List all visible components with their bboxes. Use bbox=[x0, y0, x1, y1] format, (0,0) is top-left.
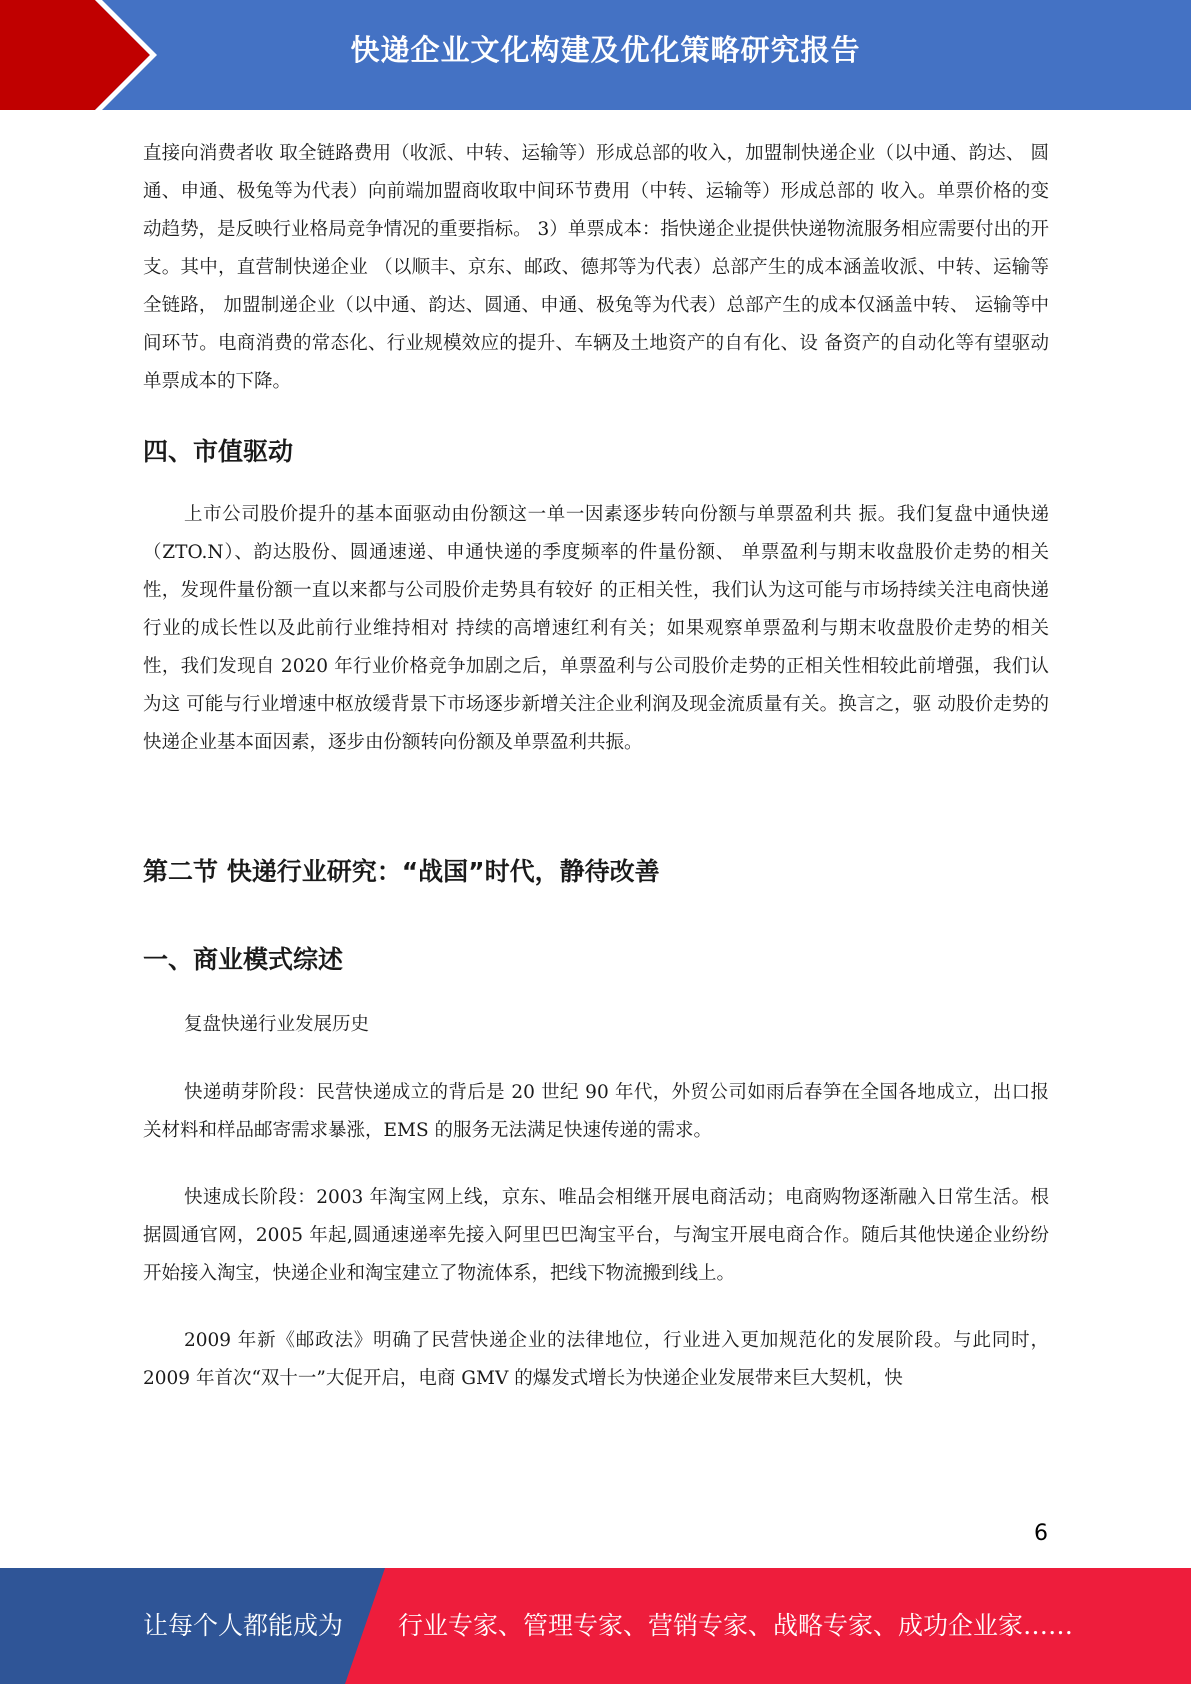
page-content bbox=[143, 135, 1049, 1398]
page-header bbox=[0, 0, 1191, 110]
paragraph-postal-law-2009: 2009 年新《邮政法》明确了民营快递企业的法律地位，行业进入更加规范化的发展阶段。与此同时，2009 年首次“双十一”大促开启，电商 GMV 的爆发式增长为快递企业发展带来巨大契机，快 bbox=[143, 1330, 1049, 1389]
footer-slogan-right: 行业专家、管理专家、营销专家、战略专家、成功企业家…… bbox=[398, 1611, 1074, 1640]
footer-slogan-left: 让每个人都能成为 bbox=[143, 1611, 344, 1640]
paragraph-continued: 直接向消费者收 取全链路费用（收派、中转、运输等）形成总部的收入，加盟制快递企业（以中通、韵达、 圆通、申通、极兔等为代表）向前端加盟商收取中间环节费用（中转、运输等）形成总部的 收入。单票价格的变动趋势，是反映行业格局竞争情况的重要指标。 3）单票成本：指快递企业提供快递物流服务相应需要付出的开支。其中，直营制快递企业 （以顺丰、京东、邮政、德邦等为代表）总部产生的成本涵盖收派、中转、运输等全链路， 加盟制递企业（以中通、韵达、圆通、申通、极兔等为代表）总部产生的成本仅涵盖中转、 运输等中间环节。电商消费的常态化、行业规模效应的提升、车辆及土地资产的自有化、设 备资产的自动化等有望驱动单票成本的下降。 bbox=[143, 143, 1049, 392]
paragraph-market-value: 上市公司股价提升的基本面驱动由份额这一单一因素逐步转向份额与单票盈利共 振。我们复盘中通快递（ZTO.N）、韵达股份、圆通速递、申通快递的季度频率的件量份额、 单票盈利与期末收盘股价走势的相关性，发现件量份额一直以来都与公司股价走势具有较好 的正相关性，我们认为这可能与市场持续关注电商快递行业的成长性以及此前行业维持相对 持续的高增速红利有关；如果观察单票盈利与期末收盘股价走势的相关性，我们发现自 2020 年行业价格竞争加剧之后，单票盈利与公司股价走势的正相关性相较此前增强，我们认为这 可能与行业增速中枢放缓背景下市场逐步新增关注企业利润及现金流质量有关。换言之，驱 动股价走势的快递企业基本面因素，逐步由份额转向份额及单票盈利共振。 bbox=[143, 504, 1049, 753]
heading-business-model: 一、商业模式综述 bbox=[143, 945, 344, 974]
document-title: 快递企业文化构建及优化策略研究报告 bbox=[350, 33, 861, 67]
section-title: 第二节 快递行业研究：“战国”时代，静待改善 bbox=[143, 857, 660, 886]
paragraph-sprout-stage: 快递萌芽阶段：民营快递成立的背后是 20 世纪 90 年代，外贸公司如雨后春笋在全国各地成立，出口报关材料和样品邮寄需求暴涨，EMS 的服务无法满足快速传递的需求。 bbox=[143, 1082, 1049, 1141]
subheading-history-review: 复盘快递行业发展历史 bbox=[184, 1014, 370, 1035]
paragraph-growth-stage: 快速成长阶段：2003 年淘宝网上线，京东、唯品会相继开展电商活动；电商购物逐渐融入日常生活。根据圆通官网，2005 年起,圆通速递率先接入阿里巴巴淘宝平台，与淘宝开展电商合作。随后其他快递企业纷纷开始接入淘宝，快递企业和淘宝建立了物流体系，把线下物流搬到线上。 bbox=[143, 1187, 1049, 1284]
page-number: 6 bbox=[1034, 1521, 1048, 1546]
page-footer bbox=[0, 1568, 1191, 1684]
heading-market-value-driver: 四、市值驱动 bbox=[143, 437, 294, 466]
